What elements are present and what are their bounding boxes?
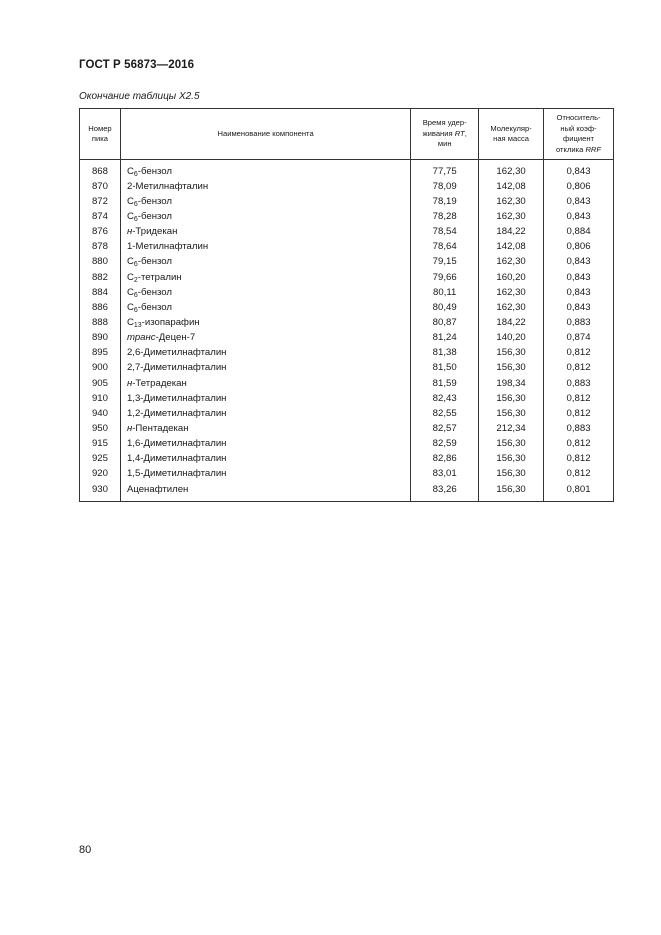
header-text: мин bbox=[437, 139, 452, 149]
retention-time-cell: 81,24 bbox=[411, 331, 479, 346]
table-row bbox=[80, 391, 614, 406]
component-name-cell bbox=[120, 285, 410, 300]
rrf-cell: 0,812 bbox=[544, 361, 614, 376]
peak-number-cell: 870 bbox=[80, 179, 121, 194]
retention-time-cell: 83,26 bbox=[411, 482, 479, 502]
molecular-mass-cell: 160,20 bbox=[479, 270, 544, 285]
component-name-cell bbox=[120, 437, 410, 452]
header-text: пика bbox=[91, 134, 108, 143]
component-name-cell bbox=[120, 361, 410, 376]
table-header bbox=[80, 109, 614, 160]
name-text: C bbox=[126, 210, 134, 222]
header-text: фициент bbox=[563, 134, 595, 143]
peak-number-cell: 868 bbox=[80, 160, 121, 180]
component-name-cell bbox=[120, 315, 410, 330]
component-name-cell bbox=[120, 482, 410, 502]
rrf-cell: 0,812 bbox=[544, 437, 614, 452]
peak-number-cell: 905 bbox=[80, 376, 121, 391]
components-table bbox=[79, 108, 614, 502]
molecular-mass-cell: 142,08 bbox=[479, 240, 544, 255]
molecular-mass-cell: 212,34 bbox=[479, 421, 544, 436]
name-text: 2-Метилнафталин bbox=[126, 180, 209, 192]
molecular-mass-cell: 156,30 bbox=[479, 406, 544, 421]
table-row bbox=[80, 194, 614, 209]
name-subscript: 6 bbox=[133, 306, 138, 314]
column-header-peak-number bbox=[80, 109, 121, 160]
name-subscript: 6 bbox=[133, 200, 138, 208]
name-text: -Децен-7 bbox=[155, 332, 196, 344]
retention-time-cell: 80,87 bbox=[411, 315, 479, 330]
name-text: 1,6-Диметилнафталин bbox=[126, 438, 227, 450]
name-suffix: -бензол bbox=[137, 286, 173, 298]
rrf-cell: 0,843 bbox=[544, 300, 614, 315]
component-name-cell bbox=[120, 300, 410, 315]
retention-time-cell: 79,66 bbox=[411, 270, 479, 285]
name-subscript: 6 bbox=[133, 261, 138, 269]
table-row bbox=[80, 225, 614, 240]
component-name-cell bbox=[120, 467, 410, 482]
header-text: Наименование компонента bbox=[217, 128, 314, 138]
molecular-mass-cell: 142,08 bbox=[479, 179, 544, 194]
component-name-cell bbox=[120, 179, 410, 194]
name-subscript: 2 bbox=[133, 276, 138, 284]
peak-number-cell: 895 bbox=[80, 346, 121, 361]
name-suffix: -изопарафин bbox=[141, 316, 200, 328]
table-row bbox=[80, 240, 614, 255]
retention-time-cell: 82,86 bbox=[411, 452, 479, 467]
rrf-cell: 0,812 bbox=[544, 346, 614, 361]
peak-number-cell: 920 bbox=[80, 467, 121, 482]
name-text: -Тетрадекан bbox=[132, 377, 187, 389]
molecular-mass-cell: 162,30 bbox=[479, 285, 544, 300]
molecular-mass-cell: 162,30 bbox=[479, 160, 544, 180]
rrf-cell: 0,812 bbox=[544, 406, 614, 421]
header-text: Время удер- bbox=[422, 118, 467, 128]
header-text: Номер bbox=[88, 123, 112, 133]
name-text: C bbox=[126, 256, 134, 268]
component-name-cell bbox=[120, 160, 410, 180]
rrf-cell: 0,843 bbox=[544, 270, 614, 285]
table-row bbox=[80, 255, 614, 270]
name-text: -Тридекан bbox=[132, 226, 178, 238]
retention-time-cell: 78,64 bbox=[411, 240, 479, 255]
retention-time-cell: 82,43 bbox=[411, 391, 479, 406]
peak-number-cell: 950 bbox=[80, 421, 121, 436]
rrf-cell: 0,812 bbox=[544, 391, 614, 406]
rrf-cell: 0,884 bbox=[544, 225, 614, 240]
table-row bbox=[80, 160, 614, 180]
table-row bbox=[80, 179, 614, 194]
retention-time-cell: 80,49 bbox=[411, 300, 479, 315]
component-name-cell bbox=[120, 194, 410, 209]
molecular-mass-cell: 184,22 bbox=[479, 315, 544, 330]
retention-time-cell: 81,59 bbox=[411, 376, 479, 391]
table-row bbox=[80, 346, 614, 361]
name-prefix-italic: транс bbox=[126, 332, 156, 344]
name-text: 1,2-Диметилнафталин bbox=[126, 407, 227, 419]
table-row bbox=[80, 331, 614, 346]
header-text: Молекуляр- bbox=[490, 123, 532, 133]
retention-time-cell: 83,01 bbox=[411, 467, 479, 482]
peak-number-cell: 872 bbox=[80, 194, 121, 209]
peak-number-cell: 876 bbox=[80, 225, 121, 240]
name-text: Аценафтилен bbox=[126, 483, 189, 495]
column-header-component-name bbox=[120, 109, 410, 160]
header-text: , bbox=[464, 128, 467, 138]
retention-time-cell: 78,09 bbox=[411, 179, 479, 194]
name-subscript: 6 bbox=[133, 215, 138, 223]
rrf-cell: 0,843 bbox=[544, 255, 614, 270]
header-text: ный коэф- bbox=[560, 123, 597, 133]
molecular-mass-cell: 198,34 bbox=[479, 376, 544, 391]
name-text: -Пентадекан bbox=[132, 422, 189, 434]
molecular-mass-cell: 156,30 bbox=[479, 346, 544, 361]
molecular-mass-cell: 156,30 bbox=[479, 437, 544, 452]
rrf-cell: 0,812 bbox=[544, 452, 614, 467]
table-caption: Окончание таблицы X2.5 bbox=[79, 91, 200, 102]
molecular-mass-cell: 156,30 bbox=[479, 361, 544, 376]
name-text: 1,5-Диметилнафталин bbox=[126, 468, 227, 480]
table-row bbox=[80, 437, 614, 452]
name-text: C bbox=[126, 316, 134, 328]
molecular-mass-cell: 162,30 bbox=[479, 300, 544, 315]
molecular-mass-cell: 156,30 bbox=[479, 391, 544, 406]
peak-number-cell: 890 bbox=[80, 331, 121, 346]
peak-number-cell: 880 bbox=[80, 255, 121, 270]
rrf-cell: 0,806 bbox=[544, 240, 614, 255]
rrf-cell: 0,883 bbox=[544, 421, 614, 436]
component-name-cell bbox=[120, 225, 410, 240]
column-header-retention-time bbox=[411, 109, 479, 160]
name-text: C bbox=[126, 301, 134, 313]
name-suffix: -тетралин bbox=[137, 271, 182, 283]
name-subscript: 6 bbox=[133, 170, 138, 178]
table-row bbox=[80, 421, 614, 436]
rrf-cell: 0,812 bbox=[544, 467, 614, 482]
column-header-molecular-mass bbox=[479, 109, 544, 160]
name-text: C bbox=[126, 195, 134, 207]
peak-number-cell: 910 bbox=[80, 391, 121, 406]
table-row bbox=[80, 361, 614, 376]
rrf-cell: 0,843 bbox=[544, 285, 614, 300]
peak-number-cell: 884 bbox=[80, 285, 121, 300]
retention-time-cell: 82,57 bbox=[411, 421, 479, 436]
header-text: отклика bbox=[556, 144, 586, 154]
rrf-cell: 0,843 bbox=[544, 209, 614, 224]
peak-number-cell: 930 bbox=[80, 482, 121, 502]
table-row bbox=[80, 482, 614, 502]
component-name-cell bbox=[120, 209, 410, 224]
retention-time-cell: 81,38 bbox=[411, 346, 479, 361]
name-suffix: -бензол bbox=[137, 256, 173, 268]
table-row bbox=[80, 406, 614, 421]
table-row bbox=[80, 270, 614, 285]
name-text: 1-Метилнафталин bbox=[126, 241, 209, 253]
component-name-cell bbox=[120, 270, 410, 285]
name-prefix-italic: н bbox=[126, 422, 133, 434]
molecular-mass-cell: 184,22 bbox=[479, 225, 544, 240]
page-number: 80 bbox=[79, 844, 92, 856]
name-subscript: 6 bbox=[133, 291, 138, 299]
retention-time-cell: 78,54 bbox=[411, 225, 479, 240]
molecular-mass-cell: 162,30 bbox=[479, 255, 544, 270]
retention-time-cell: 81,50 bbox=[411, 361, 479, 376]
retention-time-cell: 78,28 bbox=[411, 209, 479, 224]
component-name-cell bbox=[120, 452, 410, 467]
molecular-mass-cell: 156,30 bbox=[479, 452, 544, 467]
table-row bbox=[80, 209, 614, 224]
molecular-mass-cell: 140,20 bbox=[479, 331, 544, 346]
peak-number-cell: 886 bbox=[80, 300, 121, 315]
retention-time-cell: 77,75 bbox=[411, 160, 479, 180]
component-name-cell bbox=[120, 406, 410, 421]
peak-number-cell: 900 bbox=[80, 361, 121, 376]
name-text: 2,7-Диметилнафталин bbox=[126, 362, 227, 374]
retention-time-cell: 79,15 bbox=[411, 255, 479, 270]
name-text: C bbox=[126, 286, 134, 298]
peak-number-cell: 940 bbox=[80, 406, 121, 421]
table-row bbox=[80, 467, 614, 482]
table-row bbox=[80, 315, 614, 330]
molecular-mass-cell: 162,30 bbox=[479, 194, 544, 209]
rrf-cell: 0,801 bbox=[544, 482, 614, 502]
name-suffix: -бензол bbox=[137, 165, 173, 177]
header-text: живания bbox=[422, 128, 455, 138]
component-name-cell bbox=[120, 421, 410, 436]
table-row bbox=[80, 452, 614, 467]
rrf-cell: 0,806 bbox=[544, 179, 614, 194]
rrf-cell: 0,843 bbox=[544, 194, 614, 209]
table-row bbox=[80, 376, 614, 391]
name-prefix-italic: н bbox=[126, 377, 133, 389]
component-name-cell bbox=[120, 376, 410, 391]
peak-number-cell: 888 bbox=[80, 315, 121, 330]
rrf-cell: 0,883 bbox=[544, 315, 614, 330]
name-text: C bbox=[126, 271, 134, 283]
peak-number-cell: 915 bbox=[80, 437, 121, 452]
name-subscript: 13 bbox=[133, 321, 142, 329]
molecular-mass-cell: 156,30 bbox=[479, 467, 544, 482]
header-text: ная масса bbox=[493, 134, 530, 143]
header-text: RRF bbox=[585, 144, 602, 154]
peak-number-cell: 925 bbox=[80, 452, 121, 467]
molecular-mass-cell: 156,30 bbox=[479, 482, 544, 502]
column-header-rrf bbox=[544, 109, 614, 160]
molecular-mass-cell: 162,30 bbox=[479, 209, 544, 224]
peak-number-cell: 874 bbox=[80, 209, 121, 224]
table-body bbox=[80, 160, 614, 502]
name-text: 1,3-Диметилнафталин bbox=[126, 392, 227, 404]
table-row bbox=[80, 285, 614, 300]
name-text: C bbox=[126, 165, 134, 177]
component-name-cell bbox=[120, 240, 410, 255]
rrf-cell: 0,874 bbox=[544, 331, 614, 346]
component-name-cell bbox=[120, 391, 410, 406]
rrf-cell: 0,843 bbox=[544, 160, 614, 180]
header-text: RT bbox=[454, 128, 465, 138]
name-suffix: -бензол bbox=[137, 210, 173, 222]
retention-time-cell: 80,11 bbox=[411, 285, 479, 300]
name-suffix: -бензол bbox=[137, 195, 173, 207]
component-name-cell bbox=[120, 331, 410, 346]
retention-time-cell: 78,19 bbox=[411, 194, 479, 209]
component-name-cell bbox=[120, 255, 410, 270]
rrf-cell: 0,883 bbox=[544, 376, 614, 391]
table-row bbox=[80, 300, 614, 315]
header-text: Относитель- bbox=[556, 113, 601, 122]
peak-number-cell: 882 bbox=[80, 270, 121, 285]
document-header: ГОСТ Р 56873—2016 bbox=[79, 59, 195, 71]
component-name-cell bbox=[120, 346, 410, 361]
name-suffix: -бензол bbox=[137, 301, 173, 313]
name-text: 1,4-Диметилнафталин bbox=[126, 453, 227, 465]
name-text: 2,6-Диметилнафталин bbox=[126, 347, 227, 359]
retention-time-cell: 82,59 bbox=[411, 437, 479, 452]
name-prefix-italic: н bbox=[126, 226, 133, 238]
peak-number-cell: 878 bbox=[80, 240, 121, 255]
retention-time-cell: 82,55 bbox=[411, 406, 479, 421]
